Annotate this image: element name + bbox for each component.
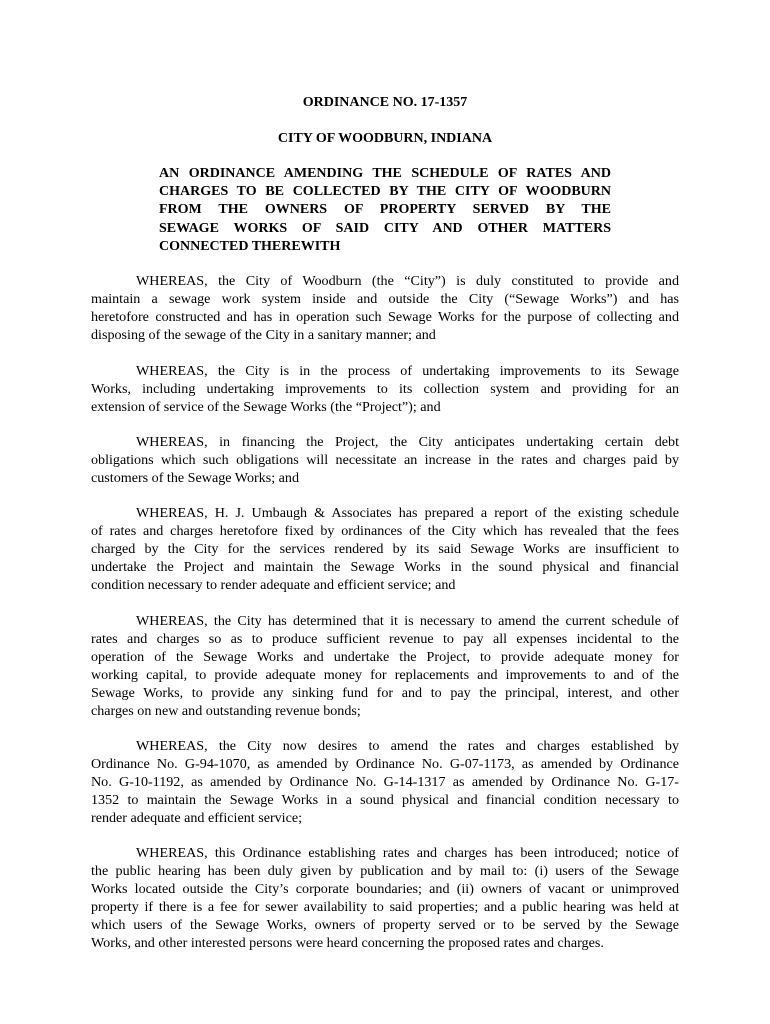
subject-line: FROM THE OWNERS OF PROPERTY SERVED BY THE — [159, 202, 611, 218]
paragraph-line: heretofore constructed and has in operation such Sewage Works for the purpose of collecting and — [91, 309, 679, 326]
paragraph-line: property if there is a fee for sewer availability to said properties; and a public hearing was held at — [91, 899, 679, 916]
subject-line: SEWAGE WORKS OF SAID CITY AND OTHER MATTERS — [159, 220, 611, 236]
paragraph-line: maintain a sewage work system inside and outside the City (“Sewage Works”) and has — [91, 291, 679, 308]
whereas-paragraph-5 — [91, 612, 679, 721]
paragraph-line: WHEREAS, this Ordinance establishing rates and charges has been introduced; notice of — [136, 845, 679, 861]
whereas-paragraph-7 — [91, 844, 679, 953]
paragraph-line: Ordinance No. G-94-1070, as amended by Ordinance No. G-07-1173, as amended by Ordinance — [91, 756, 679, 773]
paragraph-line: No. G-10-1192, as amended by Ordinance No. G-14-1317 as amended by Ordinance No. G-17- — [91, 774, 679, 791]
paragraph-line: charges on new and outstanding revenue bonds; — [91, 703, 361, 720]
paragraph-line: Works located outside the City’s corporate boundaries; and (ii) owners of vacant or unimproved — [91, 881, 679, 898]
paragraph-line: undertake the Project and maintain the Sewage Works in the sound physical and financial — [91, 559, 679, 576]
paragraph-line: extension of service of the Sewage Works (the “Project”); and — [91, 399, 441, 416]
paragraph-line: operation of the Sewage Works and undertake the Project, to provide adequate money for — [91, 649, 679, 666]
paragraph-line: WHEREAS, the City has determined that it is necessary to amend the current schedule of — [136, 613, 679, 629]
paragraph-line: WHEREAS, H. J. Umbaugh & Associates has prepared a report of the existing schedule — [136, 505, 679, 521]
paragraph-line: which users of the Sewage Works, owners of property served or to be served by the Sewage — [91, 917, 679, 934]
paragraph-line: disposing of the sewage of the City in a sanitary manner; and — [91, 327, 436, 344]
paragraph-line: Works, including undertaking improvements to its collection system and providing for an — [91, 381, 679, 398]
ordinance-subject — [159, 165, 611, 256]
paragraph-line: Sewage Works, to provide any sinking fund for and to pay the principal, interest, and other — [91, 685, 679, 702]
paragraph-line: customers of the Sewage Works; and — [91, 470, 300, 487]
paragraph-line: charged by the City for the services rendered by its said Sewage Works are insufficient to — [91, 541, 679, 558]
paragraph-line: working capital, to provide adequate money for replacements and improvements to and of the — [91, 667, 679, 684]
whereas-paragraph-6 — [91, 737, 679, 827]
paragraph-line: 1352 to maintain the Sewage Works in a sound physical and financial condition necessary to — [91, 792, 679, 809]
paragraph-line: WHEREAS, the City is in the process of undertaking improvements to its Sewage — [136, 363, 679, 379]
whereas-paragraph-3 — [91, 433, 679, 487]
paragraph-line: the public hearing has been duly given by publication and by mail to: (i) users of the Sewage — [91, 863, 679, 880]
paragraph-line: WHEREAS, the City of Woodburn (the “City”) is duly constituted to provide and — [136, 273, 679, 289]
whereas-paragraph-2 — [91, 362, 679, 416]
paragraph-line: rates and charges so as to produce sufficient revenue to pay all expenses incidental to the — [91, 631, 679, 648]
paragraph-line: of rates and charges heretofore fixed by ordinances of the City which has revealed that the fees — [91, 523, 679, 540]
subject-line: CONNECTED THEREWITH — [159, 238, 341, 254]
whereas-paragraph-4 — [91, 504, 679, 594]
paragraph-line: condition necessary to render adequate and efficient service; and — [91, 577, 456, 594]
paragraph-line: WHEREAS, in financing the Project, the City anticipates undertaking certain debt — [136, 434, 679, 450]
ordinance-number-heading: ORDINANCE NO. 17-1357 — [302, 95, 468, 110]
subject-line: CHARGES TO BE COLLECTED BY THE CITY OF WOODBURN — [159, 184, 611, 200]
paragraph-line: render adequate and efficient service; — [91, 810, 303, 827]
paragraph-line: Works, and other interested persons were heard concerning the proposed rates and charges. — [91, 935, 604, 952]
paragraph-line: obligations which such obligations will necessitate an increase in the rates and charges paid by — [91, 452, 679, 469]
city-heading: CITY OF WOODBURN, INDIANA — [277, 131, 493, 146]
subject-line: AN ORDINANCE AMENDING THE SCHEDULE OF RATES AND — [159, 166, 611, 181]
whereas-paragraph-1 — [91, 272, 679, 344]
paragraph-line: WHEREAS, the City now desires to amend the rates and charges established by — [136, 738, 679, 754]
